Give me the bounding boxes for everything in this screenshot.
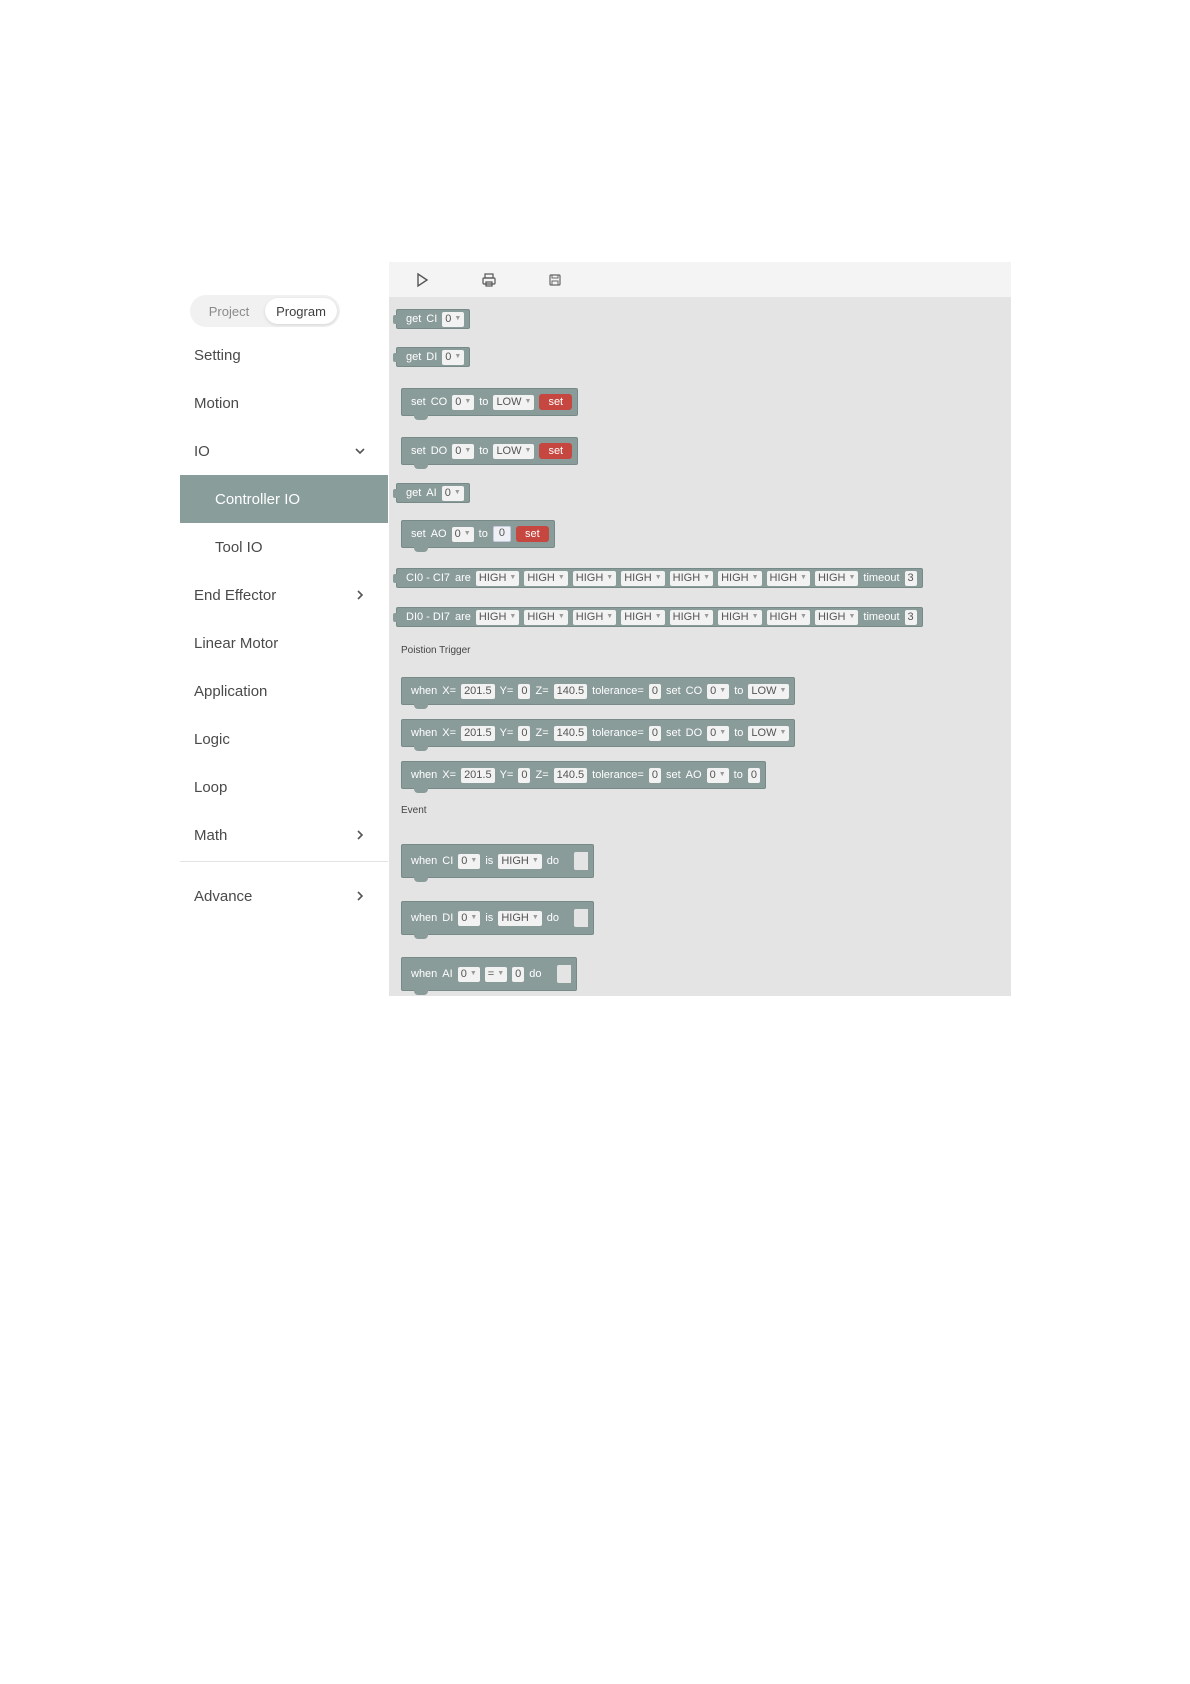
level-dropdown[interactable] xyxy=(493,444,534,459)
block-keyword: to xyxy=(733,769,743,781)
field-value: HIGH xyxy=(769,572,798,584)
workspace-toolbar xyxy=(389,262,1011,298)
category-nav xyxy=(180,331,388,920)
block-keyword: when xyxy=(411,968,438,980)
block-keyword: when xyxy=(411,685,438,697)
nav-item-advance[interactable] xyxy=(180,872,388,920)
nav-label: Application xyxy=(194,682,268,700)
nav-item-application[interactable] xyxy=(180,667,388,715)
field-value: 0 xyxy=(709,769,716,781)
block-keyword: when xyxy=(411,855,438,867)
level-dropdown[interactable] xyxy=(524,571,567,586)
block-keyword: Z= xyxy=(535,769,549,781)
block-port: AO xyxy=(430,528,447,540)
block-keyword: X= xyxy=(442,727,457,739)
set-button[interactable]: set xyxy=(539,394,572,410)
dropdown-arrow-icon: ▼ xyxy=(497,970,505,977)
chevron-right-icon xyxy=(354,829,366,841)
block-keyword: get xyxy=(406,487,422,499)
block-port: CI xyxy=(426,313,438,325)
block-keyword: do xyxy=(529,968,542,980)
save-icon[interactable] xyxy=(546,271,564,289)
dropdown-arrow-icon: ▼ xyxy=(557,613,565,620)
nav-label: Motion xyxy=(194,394,240,412)
y-input[interactable]: 0 xyxy=(518,726,530,741)
field-value: = xyxy=(487,968,495,980)
block-position-trigger-do[interactable] xyxy=(401,719,795,747)
field-value: 0 xyxy=(710,727,717,739)
tolerance-input[interactable]: 0 xyxy=(649,684,661,699)
tolerance-input[interactable]: 0 xyxy=(649,768,661,783)
block-keyword: Y= xyxy=(499,685,514,697)
y-input[interactable]: 0 xyxy=(518,684,530,699)
port-dropdown[interactable] xyxy=(707,726,729,741)
port-dropdown[interactable] xyxy=(458,967,480,982)
dropdown-arrow-icon: ▼ xyxy=(606,613,614,620)
nav-label: End Effector xyxy=(194,586,277,604)
block-keyword: when xyxy=(411,769,438,781)
block-keyword: is xyxy=(485,912,494,924)
block-keyword: Y= xyxy=(499,727,514,739)
block-when-ci[interactable] xyxy=(401,844,594,878)
nav-label: Setting xyxy=(194,346,241,364)
dropdown-arrow-icon: ▼ xyxy=(454,315,462,322)
block-port: AO xyxy=(685,769,702,781)
field-value: HIGH xyxy=(721,572,749,584)
field-value: 0 xyxy=(444,487,451,499)
category-label-event: Event xyxy=(401,805,427,816)
block-port: CO xyxy=(430,396,448,408)
field-value: 0 xyxy=(455,445,462,457)
port-dropdown[interactable] xyxy=(452,444,474,459)
chevron-right-icon xyxy=(354,589,366,601)
field-value: HIGH xyxy=(817,572,846,584)
field-value: 0 xyxy=(454,528,461,540)
block-set-do[interactable] xyxy=(401,437,578,465)
level-dropdown[interactable] xyxy=(748,684,789,699)
block-keyword: tolerance= xyxy=(592,727,644,739)
block-workspace xyxy=(389,262,1011,996)
dropdown-arrow-icon: ▼ xyxy=(751,613,759,620)
nav-item-linear-motor[interactable] xyxy=(180,619,388,667)
dropdown-arrow-icon: ▼ xyxy=(718,771,726,778)
set-button[interactable]: set xyxy=(516,526,549,542)
port-dropdown[interactable] xyxy=(707,684,729,699)
block-keyword: do xyxy=(546,912,559,924)
level-dropdown[interactable] xyxy=(498,911,541,926)
block-keyword: are xyxy=(455,611,471,623)
block-di-range[interactable] xyxy=(396,607,923,627)
block-keyword: Z= xyxy=(535,685,549,697)
dropdown-arrow-icon: ▼ xyxy=(524,398,532,405)
z-input[interactable]: 140.5 xyxy=(554,726,588,741)
field-value: HIGH xyxy=(624,611,652,623)
block-keyword: Z= xyxy=(535,727,549,739)
port-dropdown[interactable] xyxy=(442,486,464,501)
timeout-input[interactable]: 3 xyxy=(905,571,917,586)
dropdown-arrow-icon: ▼ xyxy=(719,687,727,694)
field-value: LOW xyxy=(751,685,777,697)
nav-item-end-effector[interactable] xyxy=(180,571,388,619)
dropdown-arrow-icon: ▼ xyxy=(509,574,517,581)
port-dropdown[interactable] xyxy=(442,312,464,327)
nav-item-math[interactable] xyxy=(180,811,388,859)
tab-program[interactable]: Program xyxy=(265,298,337,324)
dropdown-arrow-icon: ▼ xyxy=(463,530,471,537)
block-set-co[interactable] xyxy=(401,388,578,416)
chevron-right-icon xyxy=(354,890,366,902)
block-keyword: do xyxy=(546,855,559,867)
operator-dropdown[interactable] xyxy=(485,967,507,982)
nav-item-setting[interactable] xyxy=(180,331,388,379)
nav-label: IO xyxy=(194,442,210,460)
level-dropdown[interactable] xyxy=(718,610,761,625)
field-value: 0 xyxy=(461,912,468,924)
field-value: HIGH xyxy=(575,611,604,623)
block-keyword: set xyxy=(411,445,426,457)
nav-label: Tool IO xyxy=(215,538,263,556)
field-value: LOW xyxy=(751,727,777,739)
level-dropdown[interactable] xyxy=(621,610,664,625)
nav-item-tool-io[interactable] xyxy=(180,523,388,571)
dropdown-arrow-icon: ▼ xyxy=(464,398,472,405)
dropdown-arrow-icon: ▼ xyxy=(469,970,477,977)
level-dropdown[interactable] xyxy=(493,395,534,410)
dropdown-arrow-icon: ▼ xyxy=(848,574,856,581)
tolerance-input[interactable]: 0 xyxy=(649,726,661,741)
x-input[interactable]: 201.5 xyxy=(461,726,495,741)
dropdown-arrow-icon: ▼ xyxy=(557,574,565,581)
level-dropdown[interactable] xyxy=(767,571,810,586)
block-port: DO xyxy=(430,445,448,457)
tab-project[interactable]: Project xyxy=(208,303,250,319)
block-keyword: CI0 - CI7 xyxy=(406,572,451,584)
block-position-trigger-ao[interactable] xyxy=(401,761,766,789)
dropdown-arrow-icon: ▼ xyxy=(470,914,478,921)
value-input[interactable]: 0 xyxy=(512,967,524,982)
block-keyword: set xyxy=(665,727,681,739)
block-keyword: to xyxy=(734,685,744,697)
block-position-trigger-co[interactable] xyxy=(401,677,795,705)
field-value: 0 xyxy=(461,855,468,867)
block-set-ao[interactable] xyxy=(401,520,555,548)
block-keyword: are xyxy=(455,572,471,584)
block-port: CI xyxy=(442,855,454,867)
level-dropdown[interactable] xyxy=(815,571,858,586)
set-button[interactable]: set xyxy=(539,443,572,459)
dropdown-arrow-icon: ▼ xyxy=(509,613,517,620)
play-icon[interactable] xyxy=(413,271,431,289)
block-keyword: timeout xyxy=(863,611,900,623)
value-input[interactable]: 0 xyxy=(493,526,511,542)
field-value: 0 xyxy=(445,351,452,363)
block-port: DO xyxy=(685,727,703,739)
level-dropdown[interactable] xyxy=(718,571,761,586)
block-keyword: when xyxy=(411,727,438,739)
dropdown-arrow-icon: ▼ xyxy=(800,574,807,581)
field-value: 0 xyxy=(710,685,717,697)
field-value: HIGH xyxy=(478,611,507,623)
field-value: HIGH xyxy=(817,611,846,623)
statement-slot xyxy=(553,961,571,987)
level-dropdown[interactable] xyxy=(767,610,810,625)
block-keyword: X= xyxy=(442,769,457,781)
dropdown-arrow-icon: ▼ xyxy=(703,574,711,581)
level-dropdown[interactable] xyxy=(573,571,616,586)
block-keyword: DI0 - DI7 xyxy=(406,611,451,623)
block-keyword: to xyxy=(479,445,489,457)
dropdown-arrow-icon: ▼ xyxy=(453,489,461,496)
field-value: HIGH xyxy=(769,611,798,623)
field-value: HIGH xyxy=(672,572,701,584)
nav-label: Math xyxy=(194,826,228,844)
block-keyword: to xyxy=(479,396,489,408)
block-port: CO xyxy=(685,685,703,697)
x-input[interactable]: 201.5 xyxy=(461,768,495,783)
x-input[interactable]: 201.5 xyxy=(461,684,495,699)
block-ci-range[interactable] xyxy=(396,568,923,588)
nav-item-motion[interactable] xyxy=(180,379,388,427)
block-keyword: when xyxy=(411,912,438,924)
print-icon[interactable] xyxy=(480,271,498,289)
level-dropdown[interactable] xyxy=(815,610,858,625)
level-dropdown[interactable] xyxy=(621,571,664,586)
block-keyword: set xyxy=(411,528,426,540)
dropdown-arrow-icon: ▼ xyxy=(454,353,462,360)
dropdown-arrow-icon: ▼ xyxy=(719,729,727,736)
statement-slot xyxy=(570,905,588,931)
dropdown-arrow-icon: ▼ xyxy=(654,613,662,620)
block-keyword: get xyxy=(406,313,422,325)
block-when-di[interactable] xyxy=(401,901,594,935)
block-get-ci[interactable] xyxy=(396,309,470,329)
block-keyword: get xyxy=(406,351,422,363)
field-value: HIGH xyxy=(501,855,529,867)
z-input[interactable]: 140.5 xyxy=(554,768,588,783)
port-dropdown[interactable] xyxy=(452,395,474,410)
chevron-down-icon xyxy=(354,445,366,457)
field-value: LOW xyxy=(496,445,522,457)
dropdown-arrow-icon: ▼ xyxy=(848,613,856,620)
project-program-toggle xyxy=(190,295,340,327)
level-dropdown[interactable] xyxy=(524,610,567,625)
dropdown-arrow-icon: ▼ xyxy=(531,857,539,864)
field-value: 0 xyxy=(445,313,452,325)
category-label-position-trigger: Poistion Trigger xyxy=(401,645,471,656)
field-value: HIGH xyxy=(721,611,749,623)
block-port: AI xyxy=(442,968,453,980)
field-value: HIGH xyxy=(575,572,604,584)
block-keyword: Y= xyxy=(499,769,514,781)
block-keyword: set xyxy=(665,769,681,781)
level-dropdown[interactable] xyxy=(573,610,616,625)
block-keyword: to xyxy=(734,727,744,739)
field-value: HIGH xyxy=(478,572,507,584)
nav-label: Advance xyxy=(194,887,253,905)
field-value: HIGH xyxy=(501,912,529,924)
dropdown-arrow-icon: ▼ xyxy=(606,574,614,581)
block-keyword: set xyxy=(411,396,426,408)
block-keyword: timeout xyxy=(863,572,900,584)
timeout-input[interactable]: 3 xyxy=(905,610,917,625)
nav-item-loop[interactable] xyxy=(180,763,388,811)
value-input[interactable]: 0 xyxy=(748,768,760,783)
field-value: HIGH xyxy=(527,572,555,584)
nav-label: Controller IO xyxy=(215,490,301,508)
dropdown-arrow-icon: ▼ xyxy=(531,914,539,921)
block-keyword: is xyxy=(485,855,494,867)
block-port: DI xyxy=(442,912,454,924)
port-dropdown[interactable] xyxy=(452,527,474,542)
level-dropdown[interactable] xyxy=(476,571,519,586)
field-value: LOW xyxy=(496,396,522,408)
port-dropdown[interactable] xyxy=(442,350,464,365)
field-value: 0 xyxy=(460,968,467,980)
dropdown-arrow-icon: ▼ xyxy=(464,447,472,454)
field-value: HIGH xyxy=(527,611,555,623)
port-dropdown[interactable] xyxy=(458,854,480,869)
block-get-ai[interactable] xyxy=(396,483,470,503)
field-value: HIGH xyxy=(624,572,652,584)
nav-label: Logic xyxy=(194,730,230,748)
dropdown-arrow-icon: ▼ xyxy=(779,729,787,736)
block-port: DI xyxy=(426,351,438,363)
field-value: HIGH xyxy=(672,611,701,623)
dropdown-arrow-icon: ▼ xyxy=(703,613,711,620)
block-when-ai[interactable] xyxy=(401,957,577,991)
dropdown-arrow-icon: ▼ xyxy=(751,574,759,581)
nav-item-io[interactable] xyxy=(180,427,388,475)
level-dropdown[interactable] xyxy=(476,610,519,625)
dropdown-arrow-icon: ▼ xyxy=(470,857,478,864)
nav-item-controller-io[interactable] xyxy=(180,475,388,523)
port-dropdown[interactable] xyxy=(707,768,729,783)
block-keyword: set xyxy=(665,685,681,697)
dropdown-arrow-icon: ▼ xyxy=(654,574,662,581)
level-dropdown[interactable] xyxy=(748,726,789,741)
block-keyword: to xyxy=(478,528,488,540)
divider xyxy=(180,861,388,862)
nav-label: Loop xyxy=(194,778,228,796)
statement-slot xyxy=(570,848,588,874)
block-port: AI xyxy=(426,487,437,499)
y-input[interactable]: 0 xyxy=(518,768,530,783)
block-keyword: X= xyxy=(442,685,457,697)
dropdown-arrow-icon: ▼ xyxy=(524,447,532,454)
block-palette xyxy=(389,298,1011,996)
level-dropdown[interactable] xyxy=(670,610,713,625)
sidebar xyxy=(180,295,388,995)
dropdown-arrow-icon: ▼ xyxy=(800,613,807,620)
nav-item-logic[interactable] xyxy=(180,715,388,763)
port-dropdown[interactable] xyxy=(458,911,480,926)
field-value: 0 xyxy=(455,396,462,408)
dropdown-arrow-icon: ▼ xyxy=(779,687,787,694)
block-keyword: tolerance= xyxy=(592,685,644,697)
nav-label: Linear Motor xyxy=(194,634,279,652)
block-get-di[interactable] xyxy=(396,347,470,367)
level-dropdown[interactable] xyxy=(498,854,541,869)
block-keyword: tolerance= xyxy=(592,769,644,781)
level-dropdown[interactable] xyxy=(670,571,713,586)
z-input[interactable]: 140.5 xyxy=(554,684,588,699)
